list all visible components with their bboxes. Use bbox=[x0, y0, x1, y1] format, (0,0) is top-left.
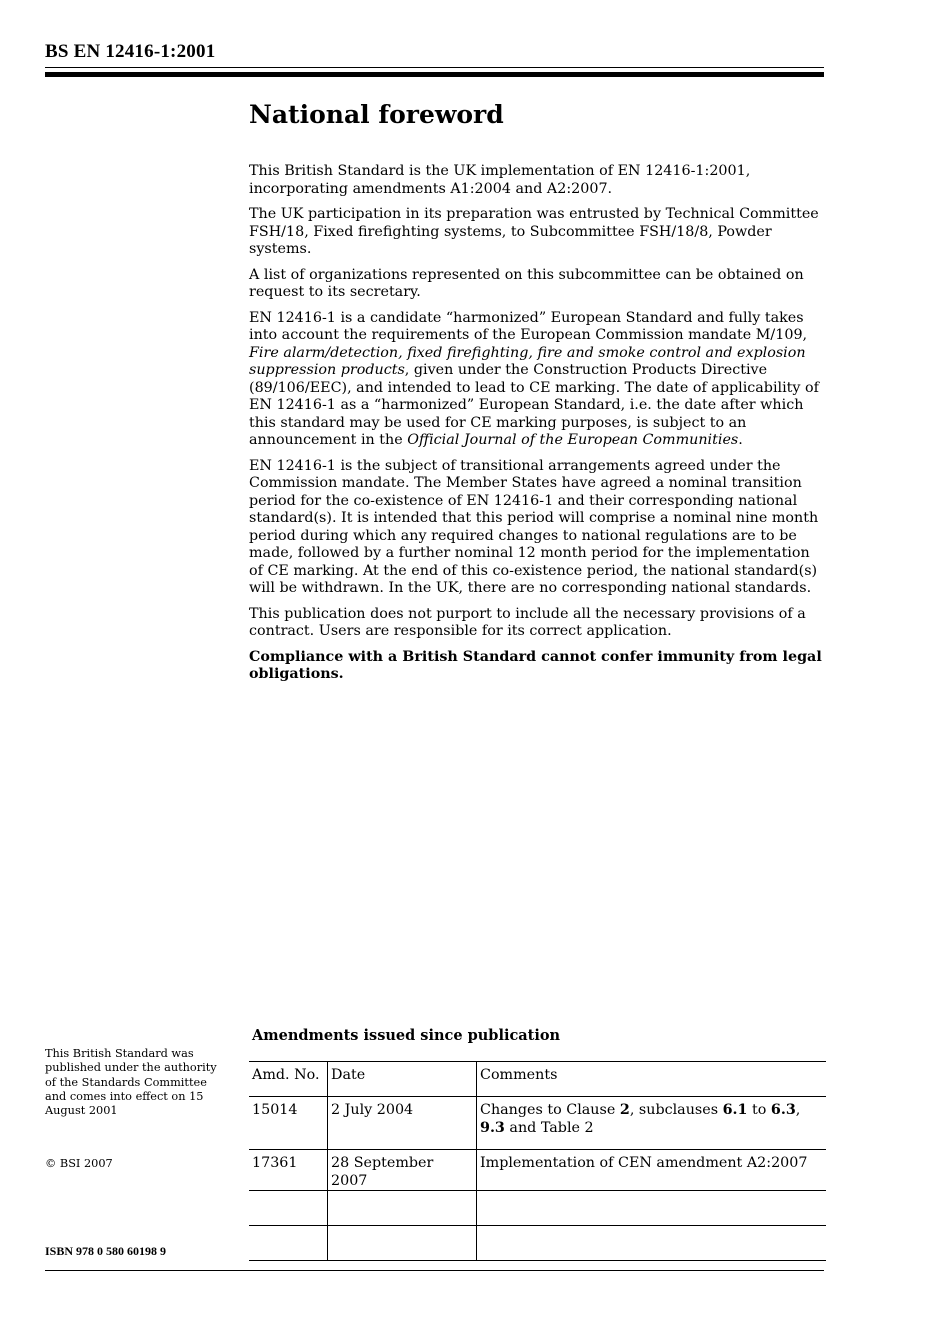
amendments-heading: Amendments issued since publication bbox=[252, 1027, 561, 1044]
column-header-amd-no: Amd. No. bbox=[249, 1062, 328, 1097]
mandate-title: Fire alarm/detection, fixed firefighting, fire and smoke control and explosion suppression products bbox=[249, 344, 806, 378]
comment-text: , bbox=[795, 1102, 801, 1118]
empty-cell bbox=[477, 1226, 827, 1261]
header-rule-thick bbox=[45, 72, 824, 77]
isbn: ISBN 978 0 580 60198 9 bbox=[45, 1244, 167, 1258]
comment-text: Changes to Clause bbox=[480, 1102, 620, 1118]
paragraph-provisions: This publication does not purport to include all the necessary provisions of a contract. Users are responsible for its correct application. bbox=[249, 605, 806, 639]
harmonized-text-e: . bbox=[738, 432, 743, 448]
empty-cell bbox=[477, 1191, 827, 1226]
paragraph-transitional: EN 12416-1 is the subject of transitional arrangements agreed under the Commission mandate. The Member States have agreed a nominal transition period for the co-existence of EN 12416-1 and their corresponding national standard(s). It is intended that this period will comprise a nominal nine month period during which any required changes to national regulations are to be made, followed by a further nominal 12 month period for the implementation of CE marking. At the end of this co-existence period, the national standard(s) will be withdrawn. In the UK, there are no corresponding national standards. bbox=[249, 457, 819, 596]
document-id: BS EN 12416-1:2001 bbox=[45, 41, 216, 62]
comment-cell: Implementation of CEN amendment A2:2007 bbox=[477, 1150, 827, 1191]
paragraph-compliance: Compliance with a British Standard cannot confer immunity from legal obligations. bbox=[249, 648, 822, 682]
table-header-row bbox=[249, 1062, 826, 1097]
paragraph-participation: The UK participation in its preparation was entrusted by Technical Committee FSH/18, Fixed firefighting systems, to Subcommittee FSH/18/8, Powder systems. bbox=[249, 206, 819, 257]
foreword-body bbox=[249, 163, 825, 692]
subclause-ref: 6.3 bbox=[770, 1102, 796, 1118]
amd-no-cell: 17361 bbox=[249, 1150, 328, 1191]
harmonized-text-c: , given under the Construction Products Directive (89/106/EEC), and intended to lead to CE marking. The date of applicability of EN 12416-1 as a “harmonized” European Standard, i.e. the date after which this standard may be used for CE marking purposes, is subject to an announcement in the bbox=[249, 362, 819, 448]
comment-text: and Table 2 bbox=[504, 1119, 594, 1136]
table-row-empty bbox=[249, 1226, 826, 1261]
official-journal-title: Official Journal of the European Communities bbox=[407, 432, 739, 448]
footer-rule bbox=[45, 1270, 824, 1271]
subclause-ref: 6.1 bbox=[722, 1102, 748, 1118]
date-cell: 2 July 2004 bbox=[328, 1097, 477, 1150]
column-header-comments: Comments bbox=[477, 1062, 827, 1097]
header-rule-thin bbox=[45, 67, 824, 68]
paragraph-implementation: This British Standard is the UK implementation of EN 12416-1:2001, incorporating amendments A1:2004 and A2:2007. bbox=[249, 163, 751, 197]
empty-cell bbox=[328, 1191, 477, 1226]
table-row bbox=[249, 1150, 826, 1191]
page-title: National foreword bbox=[249, 100, 504, 129]
publication-note: This British Standard was published under the authority of the Standards Committee and comes into effect on 15 August 2001 bbox=[45, 1047, 217, 1118]
comment-cell bbox=[477, 1097, 827, 1150]
table-row-empty bbox=[249, 1191, 826, 1226]
comment-text: to bbox=[747, 1102, 771, 1118]
column-header-date: Date bbox=[328, 1062, 477, 1097]
copyright: © BSI 2007 bbox=[45, 1157, 113, 1170]
date-cell: 28 September 2007 bbox=[328, 1150, 477, 1191]
subclause-ref: 9.3 bbox=[480, 1119, 505, 1136]
table-row bbox=[249, 1097, 826, 1150]
clause-ref: 2 bbox=[619, 1102, 630, 1118]
empty-cell bbox=[249, 1226, 328, 1261]
amd-no-cell: 15014 bbox=[249, 1097, 328, 1150]
paragraph-organizations: A list of organizations represented on this subcommittee can be obtained on request to its secretary. bbox=[249, 266, 804, 300]
harmonized-text-a: EN 12416-1 is a candidate “harmonized” European Standard and fully takes into account the requirements of the European Commission mandate M/109, bbox=[249, 309, 808, 343]
paragraph-harmonized bbox=[249, 310, 825, 450]
comment-text: , subclauses bbox=[629, 1102, 723, 1118]
empty-cell bbox=[249, 1191, 328, 1226]
empty-cell bbox=[328, 1226, 477, 1261]
amendments-table bbox=[249, 1061, 826, 1261]
